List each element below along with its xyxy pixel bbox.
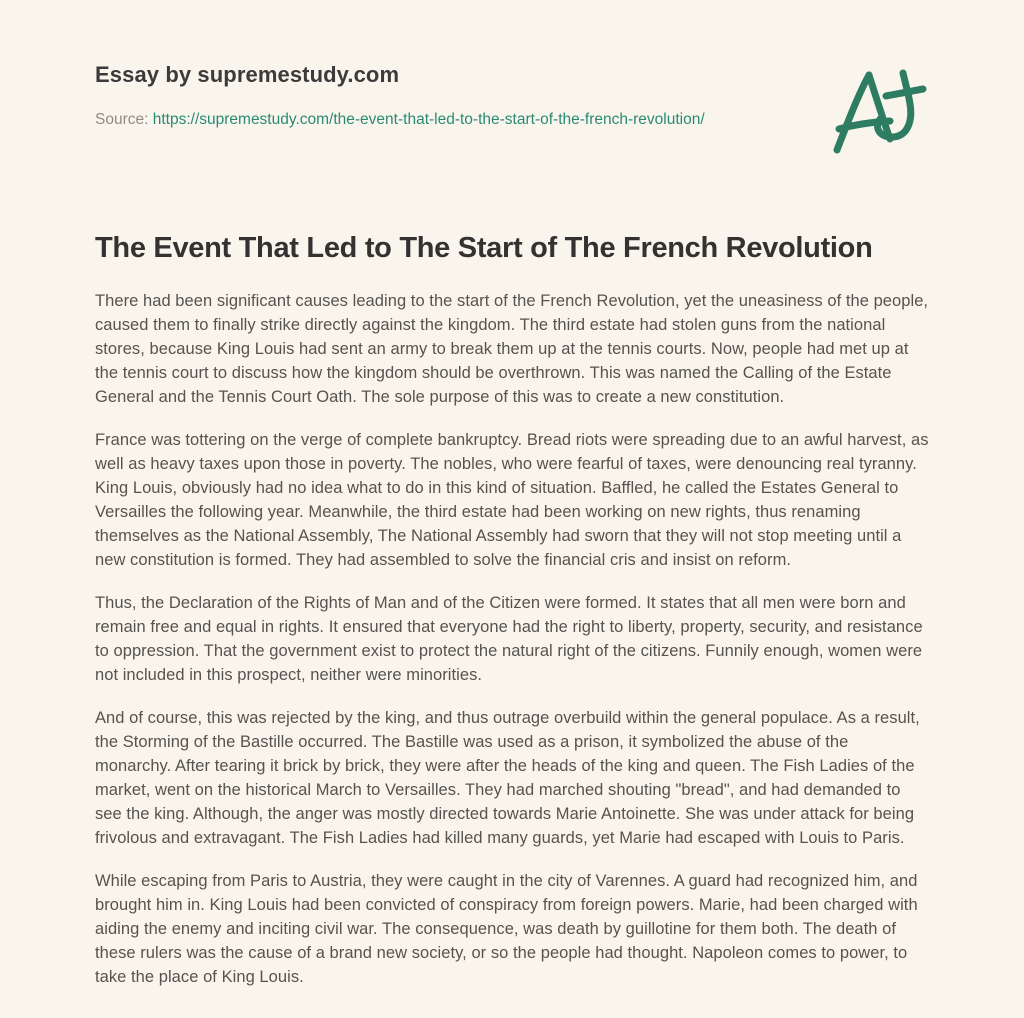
source-line xyxy=(95,106,713,134)
site-title: Essay by supremestudy.com xyxy=(95,62,400,87)
essay-paragraph: Thus, the Declaration of the Rights of Man and of the Citizen were formed. It states that all men were born and remain free and equal in rights. It ensured that everyone had the right to liberty, property, security, and resistance to oppression. That the government exist to protect the natural right of the citizens. Funnily enough, women were not included in this prospect, neither were minorities. xyxy=(95,594,923,684)
essay-paragraph: And of course, this was rejected by the king, and thus outrage overbuild within the general populace. As a result, the Storming of the Bastille occurred. The Bastille was used as a prison, it symbolized the abuse of the monarchy. After tearing it brick by brick, they were after the heads of the king and queen. The Fish Ladies of the market, went on the historical March to Versailles. They had marched shouting "bread", and had demanded to see the king. Although, the anger was mostly directed towards Marie Antoinette. She was under attack for being frivolous and extravagant. The Fish Ladies had killed many guards, yet Marie had escaped with Louis to Paris. xyxy=(95,709,920,847)
source-link[interactable]: https://supremestudy.com/the-event-that-led-to-the-start-of-the-french-revolution/ xyxy=(152,111,705,128)
essay-body xyxy=(95,289,929,989)
article-title: The Event That Led to The Start of The French Revolution xyxy=(95,232,873,264)
essay-paragraph: While escaping from Paris to Austria, they were caught in the city of Varennes. A guard had recognized him, and brought him in. King Louis had been convicted of conspiracy from foreign powers. Marie, had been charged with aiding the enemy and inciting civil war. The consequence, was death by guillotine for them both. The death of these rulers was the cause of a brand new society, or so the people had thought. Napoleon comes to power, to take the place of King Louis. xyxy=(95,872,918,986)
essay-paragraph: There had been significant causes leading to the start of the French Revolution, yet the uneasiness of the people, caused them to finally strike directly against the kingdom. The third estate had stolen guns from the national stores, because King Louis had sent an army to break them up at the tennis courts. Now, people had met up at the tennis court to discuss how the kingdom should be overthrown. This was named the Calling of the Estate General and the Tennis Court Oath. The sole purpose of this was to create a new constitution. xyxy=(95,292,929,406)
source-label: Source: xyxy=(95,111,149,128)
a-plus-logo xyxy=(824,66,934,160)
essay-paragraph: France was tottering on the verge of complete bankruptcy. Bread riots were spreading due to an awful harvest, as well as heavy taxes upon those in poverty. The nobles, who were fearful of taxes, were denouncing real tyranny. King Louis, obviously had no idea what to do in this kind of situation. Baffled, he called the Estates General to Versailles the following year. Meanwhile, the third estate had been working on new rights, thus renaming themselves as the National Assembly, The National Assembly had sworn that they will not stop meeting until a new constitution is formed. They had assembled to solve the financial cris and insist on reform. xyxy=(95,431,929,569)
